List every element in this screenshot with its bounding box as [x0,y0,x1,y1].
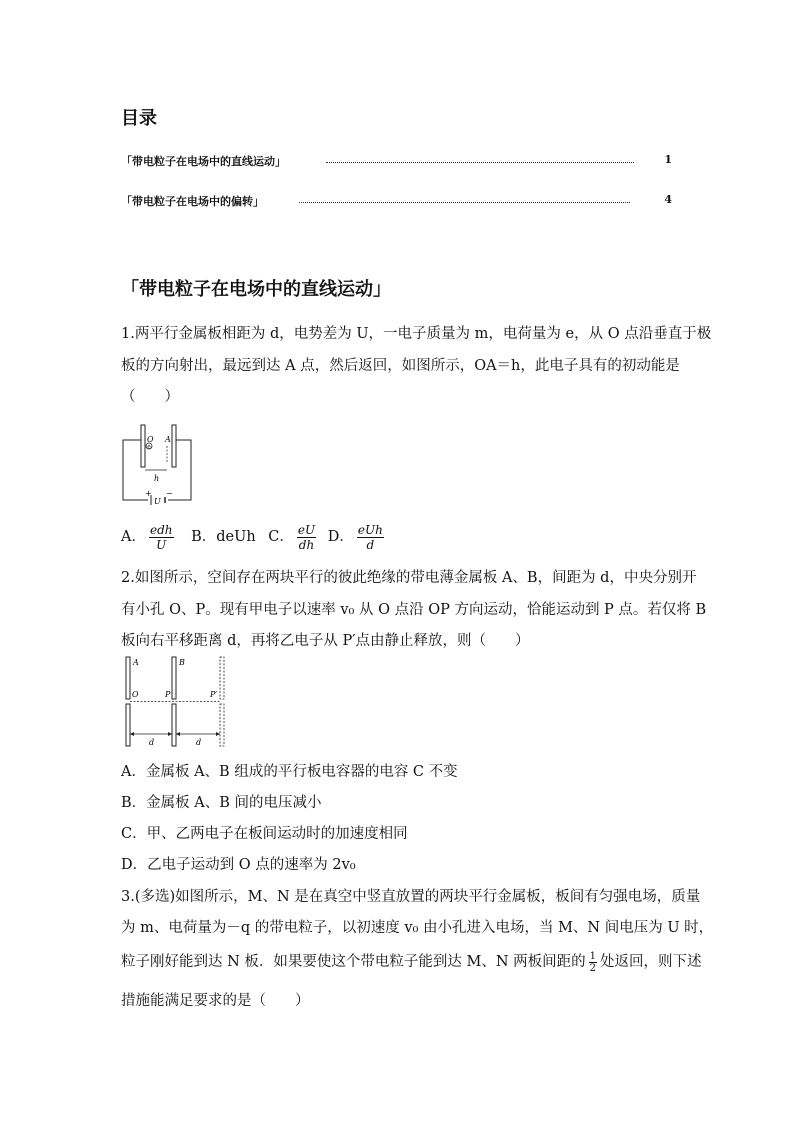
q1-option-a-den: U [156,537,167,552]
q1-text-line: （ ） [121,389,179,405]
q2-option-a[interactable]: A．金属板 A、B 组成的平行板电容器的电容 C 不变 [121,764,458,780]
q1-option-a[interactable]: A． $\frac{\text{edh}}{U}$ [121,522,173,552]
q2-option-b[interactable]: B．金属板 A、B 间的电压减小 [121,795,322,811]
toc-entry-label[interactable]: 「带电粒子在电场中的偏转」 [121,195,264,208]
q2-plates-figure [121,654,231,750]
toc-entry[interactable] [121,193,672,209]
q1-option-a-num: edh [149,522,173,537]
q1-capacitor-figure [121,420,201,505]
label-plus: + [145,489,152,498]
toc-entry-page: 1 [664,153,672,166]
toc-entry-page: 4 [664,193,672,206]
toc-leader-dots [326,162,634,163]
label-a: A [165,435,171,444]
q3-text-line: 措施能满足要求的是（ ） [121,993,310,1009]
label-o: O [132,690,139,699]
q2-text-line: 2.如图所示，空间存在两块平行的彼此绝缘的带电薄金属板 A、B，间距为 d，中央分别开 [121,570,697,586]
q1-text-line: 1.两平行金属板相距为 d，电势差为 U，一电子质量为 m，电荷量为 e，从 O 点沿垂直于极 [121,326,712,342]
q2-option-d[interactable]: D．乙电子运动到 O 点的速率为 2v₀ [121,857,356,873]
label-o: O [147,435,154,444]
q1-options [121,520,387,554]
q1-text-line: 板的方向射出，最远到达 A 点，然后返回，如图所示，OA＝h，此电子具有的初动能是 [121,358,680,374]
toc-entry[interactable] [121,153,672,169]
label-electron: e [147,443,151,451]
q1-option-c-den: dh [298,537,315,552]
toc-entry-label[interactable]: 「带电粒子在电场中的直线运动」 [121,155,286,168]
toc-leader-dots [299,202,630,203]
q2-text-line: 板向右平移距离 d，再将乙电子从 P′点由静止释放，则（ ） [121,633,530,649]
label-d2: d [196,738,202,747]
q3-frac-num: 1 [589,950,597,962]
label-d1: d [149,738,155,747]
label-p-prime: P′ [210,690,218,699]
q2-text-line: 有小孔 O、P。现有甲电子以速率 v₀ 从 O 点沿 OP 方向运动，恰能运动到 P 点。若仅将 B [121,602,707,618]
label-b: B [179,658,185,667]
label-a: A [133,658,139,667]
q2-option-c[interactable]: C．甲、乙两电子在板间运动时的加速度相同 [121,826,408,842]
label-minus: − [166,489,173,498]
q3-text-line: 为 m、电荷量为－q 的带电粒子，以初速度 v₀ 由小孔进入电场，当 M、N 间电压为 U 时， [121,920,714,936]
toc-title: 目录 [121,108,157,129]
label-p: P [165,690,171,699]
label-u: U [154,497,161,505]
q3-text-line: 粒子刚好能到达 N 板．如果要使这个带电粒子能到达 M、N 两板间距的 $\frac{1}{2}$ 处返回，则下述 [121,950,702,974]
q1-option-d[interactable]: D． $\frac{\text{eUh}}{d}$ [327,522,383,552]
q3-text-line: 3.(多选)如图所示，M、N 是在真空中竖直放置的两块平行金属板，板间有匀强电场，质量 [121,889,701,905]
label-h: h [154,474,160,483]
q1-option-c[interactable]: C． $\frac{eU}{dh}$ [268,522,316,552]
section-title: 「带电粒子在电场中的直线运动」 [121,279,391,300]
q3-frac-den: 2 [589,962,597,974]
q1-option-c-num: eU [297,522,316,537]
q1-option-d-num: eUh [357,522,383,537]
q1-option-b[interactable]: B．deUh [191,529,256,545]
q1-option-d-den: d [366,537,375,552]
